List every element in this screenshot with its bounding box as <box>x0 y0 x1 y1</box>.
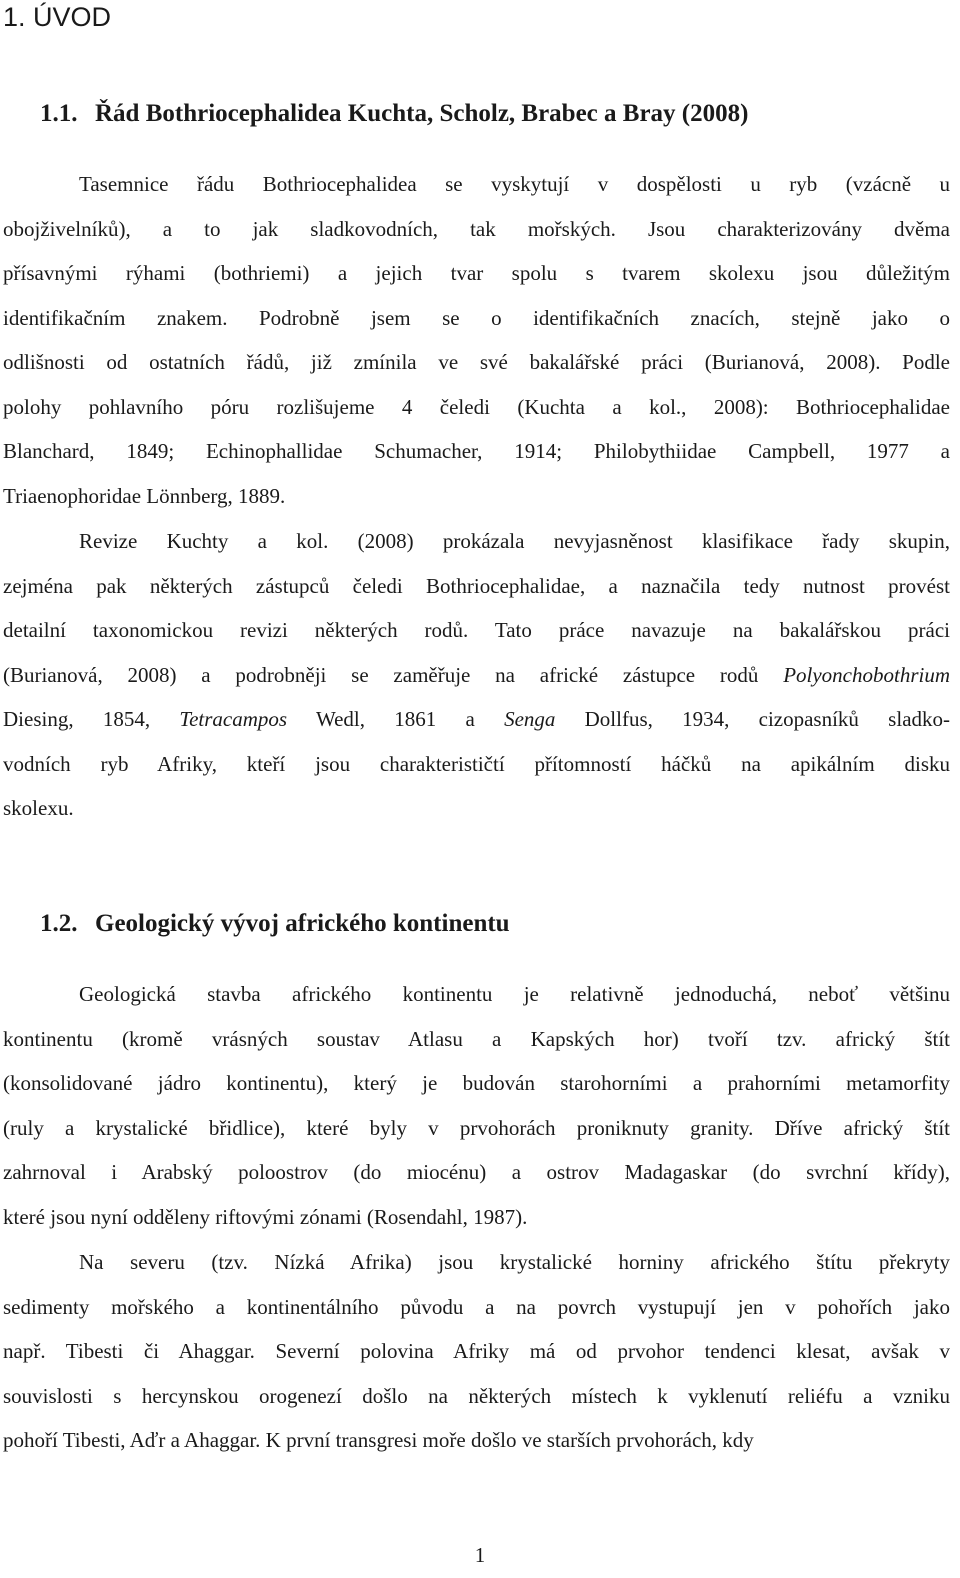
section-title: Řád Bothriocephalidea Kuchta, Scholz, Brabec a Bray (2008) <box>95 100 749 127</box>
text-segment: Dollfus, 1934, cizopasníků sladko- <box>555 707 951 731</box>
text-line: pohoří Tibesti, Aďr a Ahaggar. K první transgresi moře došlo ve starších prvohorách, kdy <box>3 1428 754 1452</box>
paragraph <box>3 519 950 831</box>
chapter-heading: 1. ÚVOD <box>3 2 112 32</box>
text-line: sedimenty mořského a kontinentálního původu a na povrch vystupují jen v pohořích jako <box>3 1294 950 1319</box>
text-line: Tasemnice řádu Bothriocephalidea se vyskytují v dospělosti u ryb (vzácně u <box>79 172 950 196</box>
text-line: zahrnoval i Arabský poloostrov (do miocénu) a ostrov Madagaskar (do svrchní křídy), <box>3 1160 950 1184</box>
text-line: vodních ryb Afriky, kteří jsou charakterističtí přítomností háčků na apikálním disku <box>3 751 950 776</box>
text-line: zejména pak některých zástupců čeledi Bothriocephalidae, a naznačila tedy nutnost provést <box>3 573 950 598</box>
text-line <box>3 697 950 742</box>
text-line: identifikačním znakem. Podrobně jsem se o identifikačních znacích, stejně jako o <box>3 305 950 330</box>
text-line: Revize Kuchty a kol. (2008) prokázala nevyjasněnost klasifikace řady skupin, <box>79 529 950 553</box>
text-line: Triaenophoridae Lönnberg, 1889. <box>3 483 286 508</box>
text-segment: Wedl, 1861 a <box>287 707 505 731</box>
text-segment: (Burianová, 2008) a podrobněji se zaměřuje na africké zástupce rodů <box>3 662 784 687</box>
text-line: Na severu (tzv. Nízká Afrika) jsou krystalické horniny afrického štítu překryty <box>79 1250 950 1274</box>
text-line: detailní taxonomickou revizi některých rodů. Tato práce navazuje na bakalářskou práci <box>3 618 950 642</box>
text-line: obojživelníků), a to jak sladkovodních, tak mořských. Jsou charakterizovány dvěma <box>3 216 950 241</box>
paragraph <box>3 1240 950 1463</box>
text-line: souvislosti s hercynskou orogenezí došlo na některých místech k vyklenutí reliéfu a vzniku <box>3 1383 950 1408</box>
section-title: Geologický vývoj afrického kontinentu <box>95 910 510 937</box>
section-heading-1-2 <box>40 910 510 938</box>
text-line <box>3 653 950 698</box>
section-number: 1.1. <box>40 100 78 127</box>
text-line: Geologická stavba afrického kontinentu je relativně jednoduchá, neboť většinu <box>79 982 950 1006</box>
paragraph <box>3 972 950 1239</box>
text-line: Blanchard, 1849; Echinophallidae Schumacher, 1914; Philobythiidae Campbell, 1977 a <box>3 439 950 463</box>
text-line: (konsolidované jádro kontinentu), který je budován starohorními a prahorními metamorfity <box>3 1071 950 1095</box>
text-line: např. Tibesti či Ahaggar. Severní polovina Afriky má od prvohor tendenci klesat, avšak v <box>3 1339 950 1363</box>
text-line: polohy pohlavního póru rozlišujeme 4 čeledi (Kuchta a kol., 2008): Bothriocephalidae <box>3 394 950 419</box>
text-line: (ruly a krystalické břidlice), které byly v prvohorách proniknuty granity. Dříve africký štít <box>3 1115 950 1140</box>
text-line: kontinentu (kromě vrásných soustav Atlasu a Kapských hor) tvoří tzv. africký štít <box>3 1026 950 1051</box>
taxon-name: Senga <box>504 707 556 731</box>
text-segment: Diesing, 1854, <box>3 707 180 731</box>
text-line: přísavnými rýhami (bothriemi) a jejich tvar spolu s tvarem skolexu jsou důležitým <box>3 261 950 285</box>
section-heading-1-1 <box>40 100 748 128</box>
text-line: které jsou nyní odděleny riftovými zónami (Rosendahl, 1987). <box>3 1204 528 1229</box>
text-line: odlišnosti od ostatních řádů, již zmínila ve své bakalářské práci (Burianová, 2008). Podle <box>3 350 950 374</box>
taxon-name: Polyonchobothrium <box>783 662 950 687</box>
text-line: skolexu. <box>3 796 74 820</box>
page-number: 1 <box>474 1543 486 1567</box>
paragraph <box>3 162 950 518</box>
taxon-name: Tetracampos <box>179 707 288 731</box>
section-number: 1.2. <box>40 910 78 937</box>
